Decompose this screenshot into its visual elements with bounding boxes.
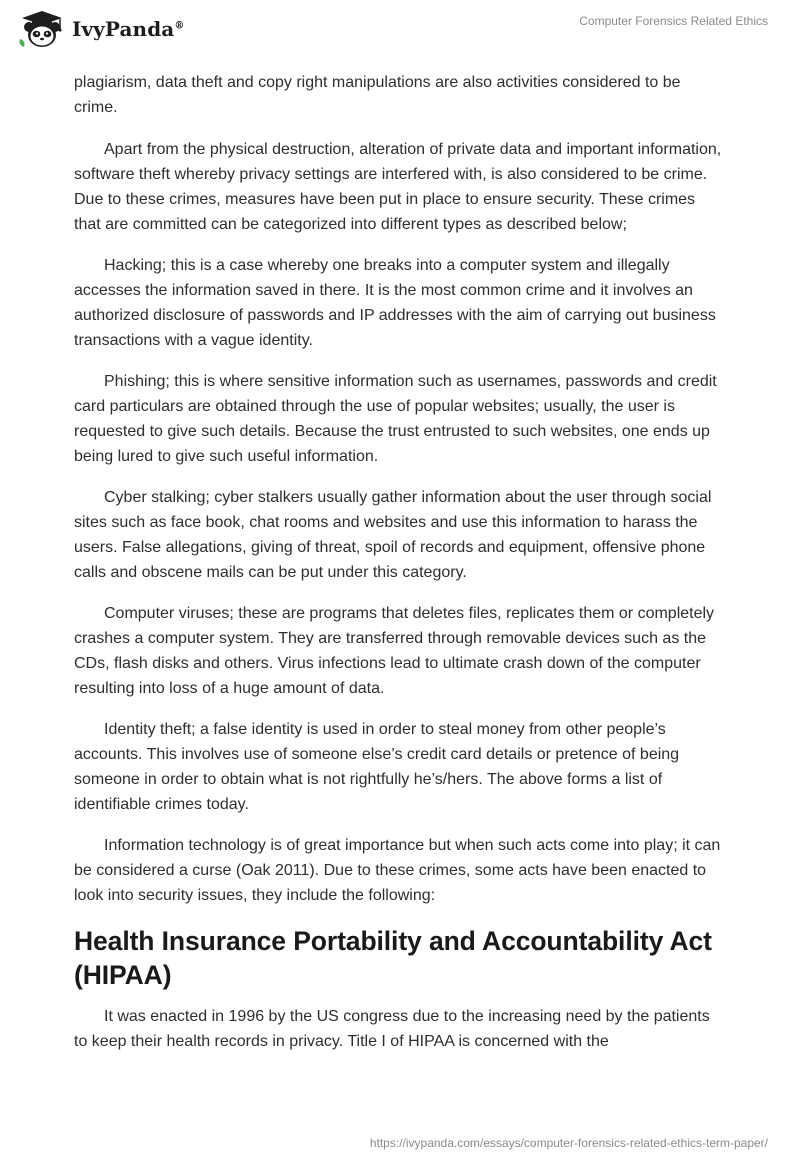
paragraph: It was enacted in 1996 by the US congress due to the increasing need by the patients to keep their health records in privacy. Title I of HIPAA is concerned with the (74, 1008, 710, 1050)
brand-name: IvyPanda® (72, 17, 185, 41)
document-title: Computer Forensics Related Ethics (579, 14, 768, 28)
paragraph: Cyber stalking; cyber stalkers usually gather information about the user through social sites such as face book, chat rooms and websites and use this information to harass the users. False allegations, giving of threat, spoil of records and equipment, offensive phone calls and obscene mails can be put under this category. (74, 489, 712, 581)
page-header (0, 0, 800, 62)
paragraph: Phishing; this is where sensitive information such as usernames, passwords and credit card particulars are obtained through the use of popular websites; usually, the user is requested to give such details. Because the trust entrusted to such websites, one ends up being lured to give such useful information. (74, 373, 717, 465)
paragraph: Hacking; this is a case whereby one breaks into a computer system and illegally accesses the information saved in there. It is the most common crime and it involves an authorized disclosure of passwords and IP addresses with the aim of carrying out business transactions with a vague identity. (74, 257, 716, 349)
ivypanda-logo[interactable] (16, 9, 184, 49)
paragraph: Computer viruses; these are programs that deletes files, replicates them or completely crashes a computer system. They are transferred through removable devices such as the CDs, flash disks and others. Virus infections lead to ultimate crash down of the computer resulting into loss of a huge amount of data. (74, 605, 715, 697)
paragraph: plagiarism, data theft and copy right manipulations are also activities considered to be crime. (74, 74, 681, 116)
panda-graduate-icon (16, 9, 68, 49)
section-heading: Health Insurance Portability and Accountability Act (HIPAA) (74, 926, 712, 990)
paragraph: Identity theft; a false identity is used in order to steal money from other people’s accounts. This involves use of someone else’s credit card details or pretence of being someone in order to obtain what is not rightfully he’s/hers. The above forms a list of identifiable crimes today. (74, 721, 680, 813)
paragraph: Apart from the physical destruction, alteration of private data and important information, software theft whereby privacy settings are interfered with, is also considered to be crime. Due to these crimes, measures have been put in place to ensure security. These crimes that are committed can be categorized into different types as described below; (74, 141, 722, 233)
essay-body (74, 70, 722, 1070)
paragraph: Information technology is of great importance but when such acts come into play; it can be considered a curse (Oak 2011). Due to these crimes, some acts have been enacted to look into security issues, they include the following: (74, 837, 721, 904)
source-url[interactable]: https://ivypanda.com/essays/computer-forensics-related-ethics-term-paper/ (369, 1136, 768, 1150)
